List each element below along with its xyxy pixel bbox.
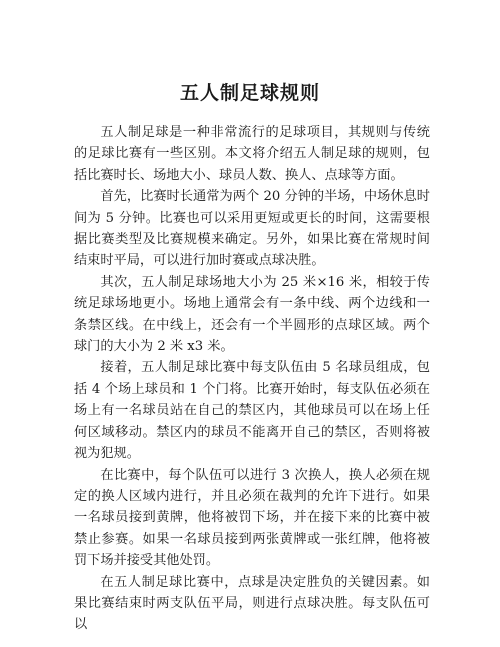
paragraph-intro: 五人制足球是一种非常流行的足球项目，其规则与传统的足球比赛有一些区别。本文将介绍五人制足球的规则，包括比赛时长、场地大小、球员人数、换人、点球等方面。 (74, 125, 430, 183)
paragraph-match-duration: 首先，比赛时长通常为两个 20 分钟的半场，中场休息时间为 5 分钟。比赛也可以采用更短或更长的时间，这需要根据比赛类型及比赛规模来确定。另外，如果比赛在常规时间结束时平局，可以进行加时赛或点球决胜。 (74, 189, 430, 269)
paragraph-substitutions: 在比赛中，每个队伍可以进行 3 次换人，换人必须在规定的换人区域内进行，并且必须在裁判的允许下进行。如果一名球员接到黄牌，他将被罚下场，并在接下来的比赛中被禁止参赛。如果一名球员接到两张黄牌或一张红牌，他将被罚下场并接受其他处罚。 (74, 467, 430, 569)
document-body (74, 122, 430, 636)
paragraph-players: 接着，五人制足球比赛中每支队伍由 5 名球员组成，包括 4 个场上球员和 1 个门将。比赛开始时，每支队伍必须在场上有一名球员站在自己的禁区内，其他球员可以在场上任何区域移动。禁区内的球员不能离开自己的禁区，否则将被视为犯规。 (74, 360, 430, 462)
document-title: 五人制足球规则 (179, 82, 320, 104)
paragraph-field-size: 其次，五人制足球场地大小为 25 米×16 米，相较于传统足球场地更小。场地上通常会有一条中线、两个边线和一条禁区线。在中线上，还会有一个半圆形的点球区域。两个球门的大小为 2 米 x3 米。 (74, 274, 430, 355)
paragraph-penalties: 在五人制足球比赛中，点球是决定胜负的关键因素。如果比赛结束时两支队伍平局，则进行点球决胜。每支队伍可以 (74, 574, 430, 633)
